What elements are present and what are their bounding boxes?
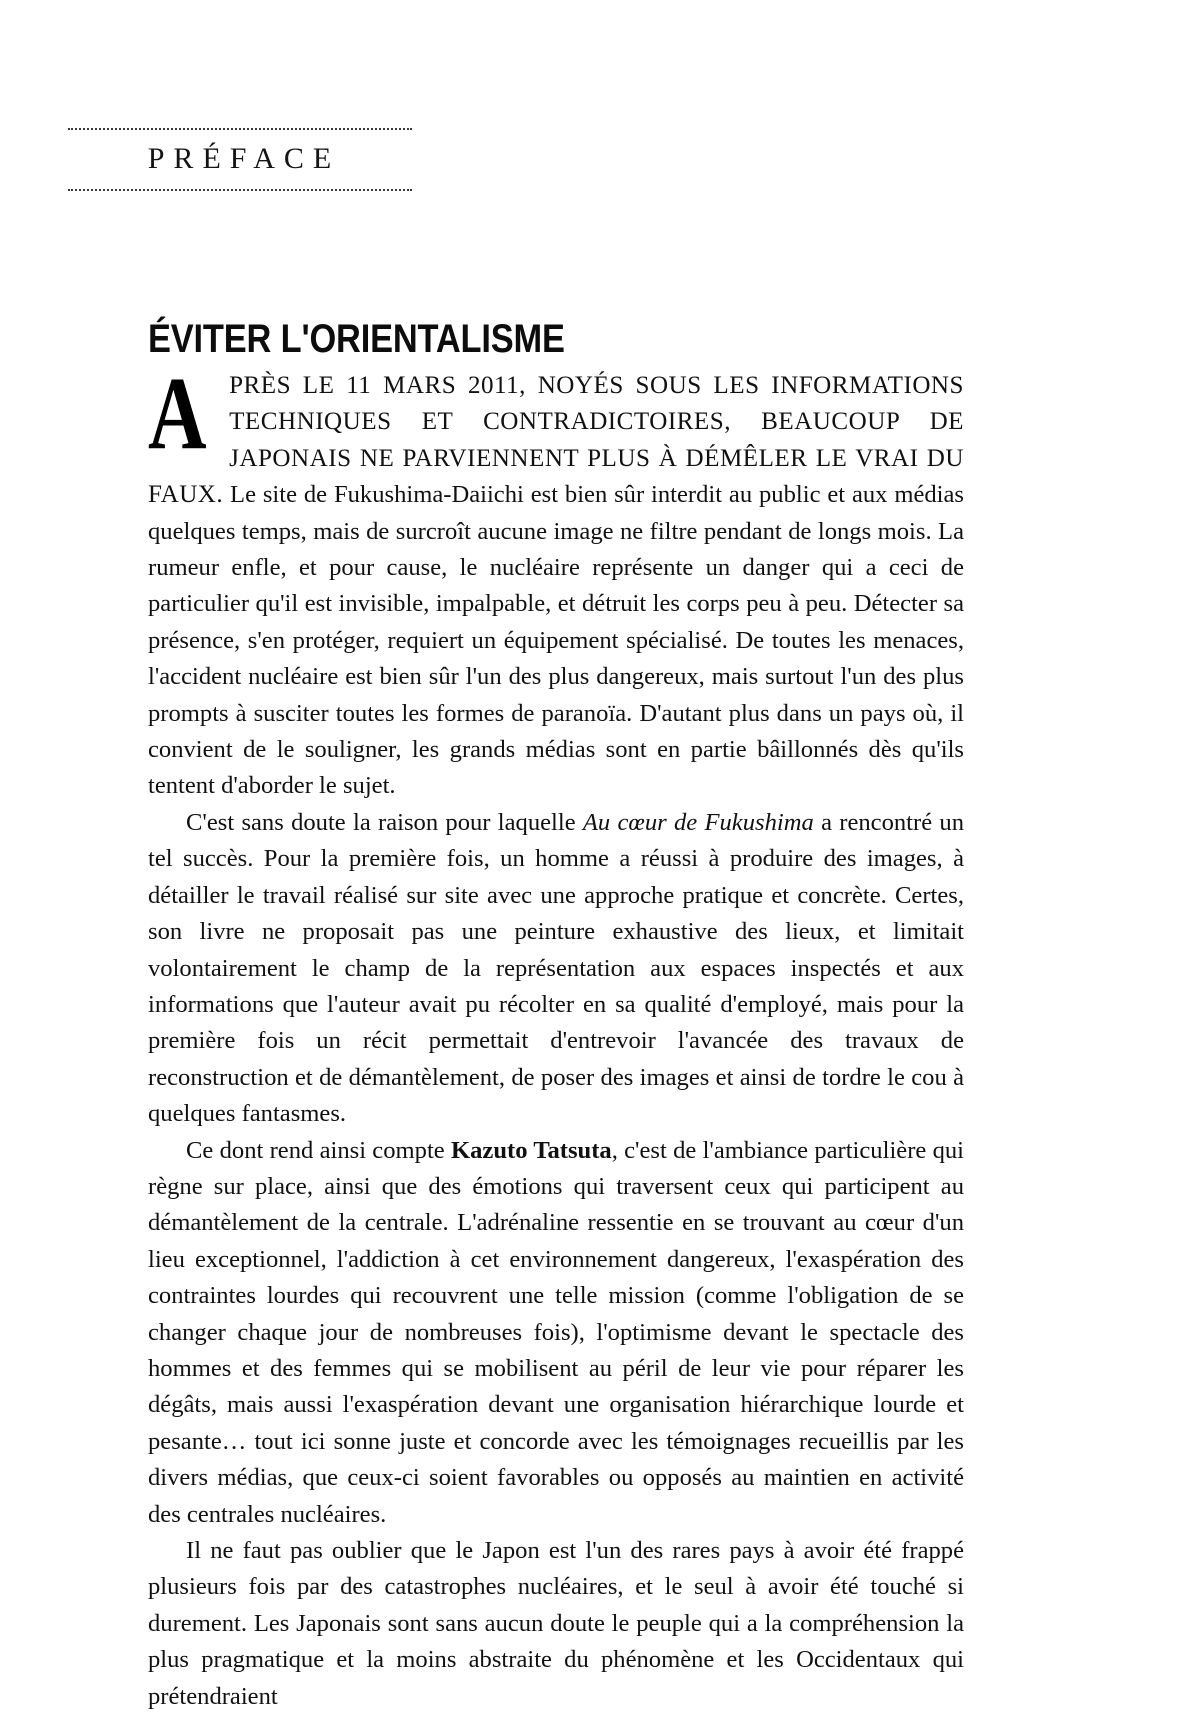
paragraph-3-text-b: , c'est de l'ambiance particulière qui règne sur place, ainsi que des émotions qui traversent ceux qui participent au démantèlement de la centrale. L'adrénaline ressentie en se trouvant au cœur d'un lieu exceptionnel, l'addiction à cet environnement dangereux, l'exaspération des contraintes lourdes qui recouvrent une telle mission (comme l'obligation de se changer chaque jour de nombreuses fois), l'optimisme devant le spectacle des hommes et des femmes qui se mobilisent au péril de leur vie pour réparer les dégâts, mais aussi l'exaspération devant une organisation hiérarchique lourde et pesante… tout ici sonne juste et concorde avec les témoignages recueillis par les divers médias, que ceux-ci soient favorables ou opposés au maintien en activité des centrales nucléaires.	[148, 1136, 964, 1528]
paragraph-4-text: Il ne faut pas oublier que le Japon est l'un des rares pays à avoir été frappé plusieurs fois par des catastrophes nucléaires, et le seul à avoir été touché si durement. Les Japonais sont sans aucun doute le peuple qui a la compréhension la plus pragmatique et la moins abstraite du phénomène et les Occidentaux qui prétendraient	[148, 1537, 964, 1710]
page-title: ÉVITER L'ORIENTALISME	[148, 316, 565, 361]
running-head-label: PRÉFACE	[147, 142, 341, 175]
paragraph-3-text-a: Ce dont rend ainsi compte	[186, 1136, 451, 1164]
paragraph-3	[148, 1133, 964, 1533]
drop-cap-letter: A	[148, 356, 207, 471]
author-name-emphasis: Kazuto Tatsuta	[450, 1136, 612, 1164]
paragraph-1	[148, 356, 964, 805]
paragraph-4	[148, 1533, 964, 1715]
dotted-rule-bottom	[68, 189, 412, 191]
paragraph-1-text: Le site de Fukushima-Daiichi est bien sûr interdit au public et aux médias quelques temps, mais de surcroît aucune image ne filtre pendant de longs mois. La rumeur enfle, et pour cause, le nucléaire représente un danger qui a ceci de particulier qu'il est invisible, impalpable, et détruit les corps peu à peu. Détecter sa présence, s'en protéger, requiert un équipement spécialisé. De toutes les menaces, l'accident nucléaire est bien sûr l'un des plus dangereux, mais surtout l'un des plus prompts à susciter toutes les formes de paranoïa. D'autant plus dans un pays où, il convient de le souligner, les grands médias sont en partie bâillonnés dès qu'ils tentent d'aborder le sujet.	[148, 481, 964, 800]
paragraph-2-text-a: C'est sans doute la raison pour laquelle	[186, 808, 583, 836]
body-text-column	[148, 356, 964, 1715]
paragraph-2-text-b: a rencontré un tel succès. Pour la première fois, un homme a réussi à produire des images, à détailler le travail réalisé sur site avec une approche pratique et concrète. Certes, son livre ne proposait pas une peinture exhaustive des lieux, et limitait volontairement le champ de la représentation aux espaces inspectés et aux informations que l'auteur avait pu récolter en sa qualité d'employé, mais pour la première fois un récit permettait d'entrevoir l'avancée des travaux de reconstruction et de démantèlement, de poser des images et ainsi de tordre le cou à quelques fantasmes.	[148, 808, 964, 1128]
book-title-emphasis: Au cœur de Fukushima	[582, 808, 814, 836]
paragraph-2	[148, 805, 964, 1133]
running-head-block	[68, 128, 412, 191]
small-caps-opening: PRÈS LE 11 MARS 2011, NOYÉS SOUS LES INFORMATIONS TECHNIQUES ET CONTRADICTOIRES, BEAUCOUP DE JAPONAIS NE PARVIENNENT PLUS À DÉMÊLER LE VRAI DU FAUX.	[148, 372, 964, 509]
